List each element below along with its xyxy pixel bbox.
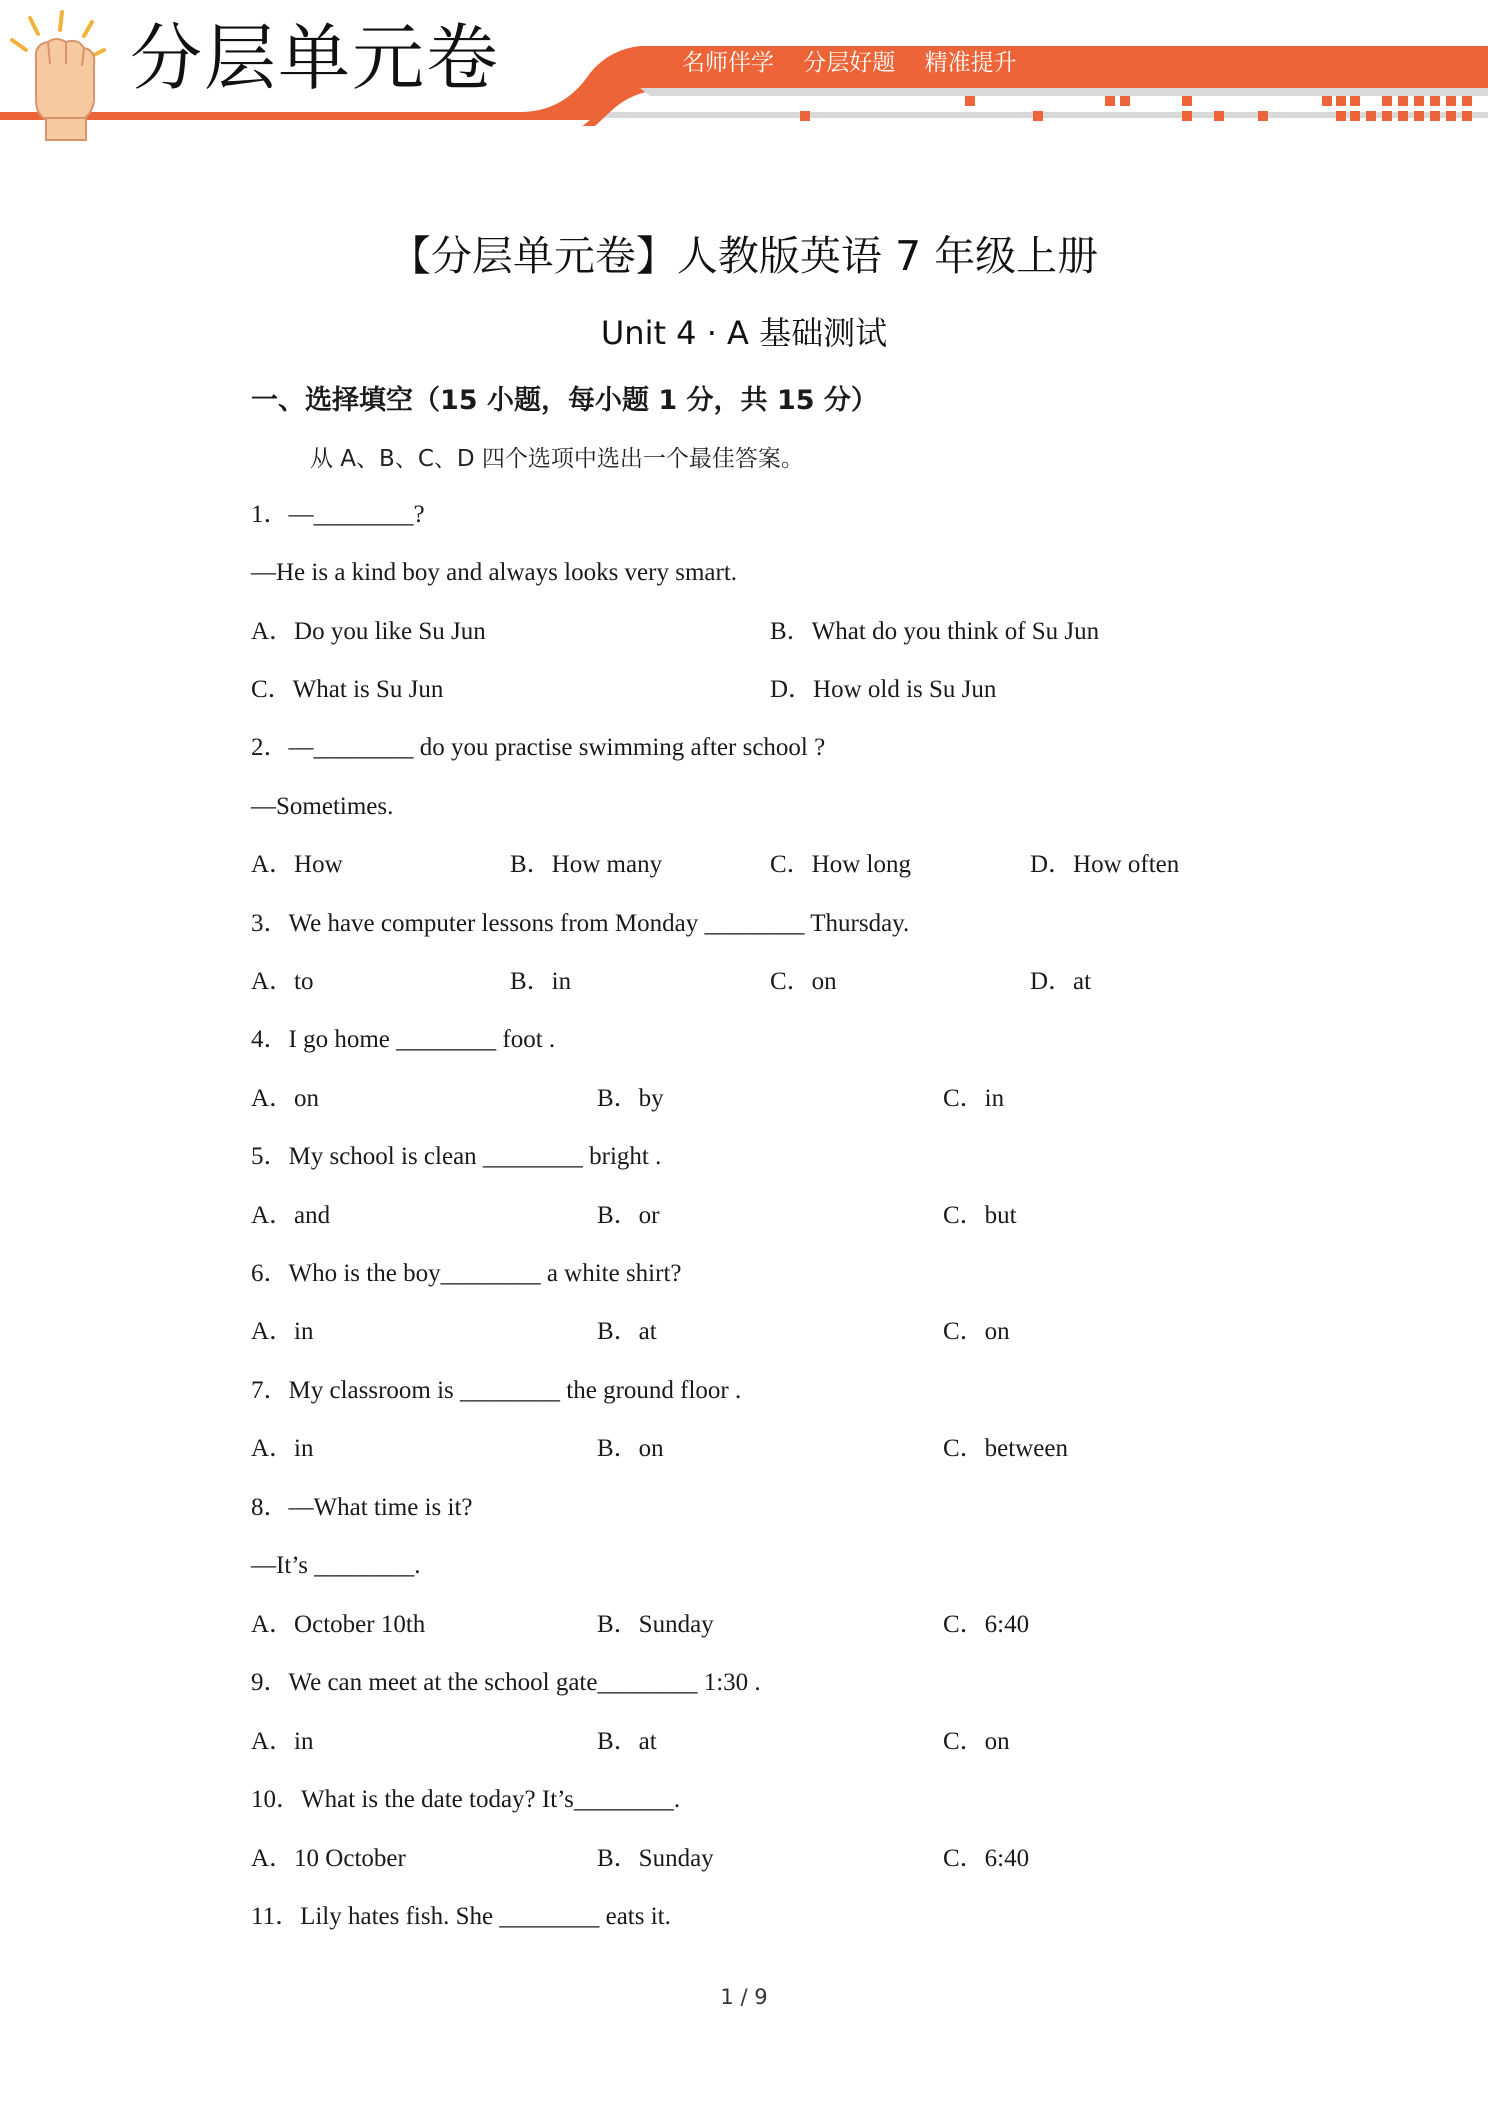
- question-stem: 7．My classroom is ________ the ground floor .: [251, 1377, 742, 1404]
- option-c: C．on: [943, 1318, 1010, 1345]
- option-a: A．10 October: [251, 1845, 406, 1872]
- option-d: D．How often: [1030, 851, 1180, 878]
- question-stem: 6．Who is the boy________ a white shirt?: [251, 1260, 682, 1287]
- page-number: 1 / 9: [720, 1985, 768, 2009]
- option-c: C．How long: [770, 851, 911, 878]
- option-c: C．6:40: [943, 1611, 1030, 1638]
- option-b: B．in: [510, 968, 572, 995]
- option-c: C．in: [943, 1085, 1005, 1112]
- option-b: B．Sunday: [597, 1845, 714, 1872]
- question-stem: 2．—________ do you practise swimming after school ?: [251, 734, 826, 761]
- option-b: B．on: [597, 1435, 664, 1462]
- option-b: B．What do you think of Su Jun: [770, 618, 1100, 645]
- option-b: B．at: [597, 1728, 657, 1755]
- fist-logo-icon: [0, 0, 120, 150]
- option-a: A．in: [251, 1435, 314, 1462]
- page-header: [0, 0, 1488, 150]
- question-stem: 5．My school is clean ________ bright .: [251, 1143, 662, 1170]
- brand-title: 分层单元卷: [130, 16, 501, 100]
- option-a: A．and: [251, 1202, 331, 1229]
- option-b: B．How many: [510, 851, 663, 878]
- option-b: B．or: [597, 1202, 660, 1229]
- unit-subtitle: Unit 4 · A 基础测试: [600, 314, 888, 352]
- question-stem: 1．—________?: [251, 501, 425, 528]
- option-b: B．Sunday: [597, 1611, 714, 1638]
- option-a: A．in: [251, 1318, 314, 1345]
- option-b: B．by: [597, 1085, 664, 1112]
- brand-slogan: 名师伴学 分层好题 精准提升: [682, 50, 1017, 76]
- section-heading: 一、选择填空（15 小题，每小题 1 分，共 15 分）: [251, 385, 878, 416]
- option-a: A．Do you like Su Jun: [251, 618, 486, 645]
- question-stem: 3．We have computer lessons from Monday ________ Thursday.: [251, 910, 910, 937]
- option-c: C．6:40: [943, 1845, 1030, 1872]
- document-title: 【分层单元卷】人教版英语 7 年级上册: [389, 232, 1099, 280]
- option-a: A．in: [251, 1728, 314, 1755]
- option-c: C．on: [770, 968, 837, 995]
- option-a: A．How: [251, 851, 343, 878]
- question-stem: 11．Lily hates fish. She ________ eats it.: [251, 1903, 671, 1930]
- option-a: A．to: [251, 968, 314, 995]
- option-d: D．How old is Su Jun: [770, 676, 997, 703]
- option-a: A．on: [251, 1085, 320, 1112]
- question-stem: 10．What is the date today? It’s________.: [251, 1786, 681, 1813]
- option-c: C．on: [943, 1728, 1010, 1755]
- section-instruction: 从 A、B、C、D 四个选项中选出一个最佳答案。: [310, 446, 804, 472]
- option-c: C．between: [943, 1435, 1068, 1462]
- question-dialogue: —He is a kind boy and always looks very smart.: [251, 559, 738, 586]
- option-a: A．October 10th: [251, 1611, 426, 1638]
- question-stem: 4．I go home ________ foot .: [251, 1026, 556, 1053]
- option-d: D．at: [1030, 968, 1092, 995]
- question-dialogue: —Sometimes.: [251, 793, 394, 820]
- option-c: C．but: [943, 1202, 1017, 1229]
- option-c: C．What is Su Jun: [251, 676, 444, 703]
- question-stem: 9．We can meet at the school gate________ 1:30 .: [251, 1669, 761, 1696]
- option-b: B．at: [597, 1318, 657, 1345]
- question-stem: 8．—What time is it?: [251, 1494, 473, 1521]
- question-dialogue: —It’s ________.: [251, 1552, 421, 1579]
